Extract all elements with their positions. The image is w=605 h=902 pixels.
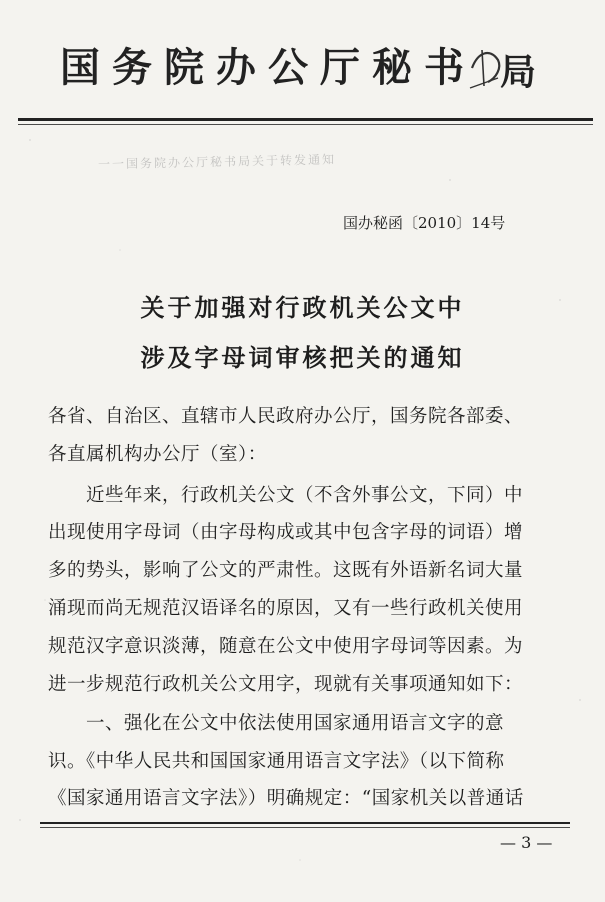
body-line: 进一步规范行政机关公文用字，现就有关事项通知如下： xyxy=(48,674,524,695)
handwritten-correction xyxy=(468,38,548,108)
body-line: 《国家通用语言文字法》）明确规定：“国家机关以普通话 xyxy=(48,788,524,809)
footer-rule-thin xyxy=(40,827,570,828)
handwritten-correction-char: 局 xyxy=(500,51,537,93)
page-number: — 3 — xyxy=(500,833,553,852)
body-line: 规范汉字意识淡薄，随意在公文中使用字母词等因素。为 xyxy=(48,636,524,657)
bleed-through-text: 一一国务院办公厅秘书局关于转发通知 xyxy=(97,152,337,172)
letterhead-org: 国务院办公厅秘书 xyxy=(60,44,476,91)
body-line: 出现使用字母词（由字母构成或其中包含字母的词语）增 xyxy=(48,522,524,543)
document-number: 国办秘函〔2010〕14号 xyxy=(343,214,506,232)
body-line: 各省、自治区、直辖市人民政府办公厅，国务院各部委、 xyxy=(48,406,524,427)
body-line: 近些年来，行政机关公文（不含外事公文，下同）中 xyxy=(48,485,524,506)
footer-rule-thick xyxy=(40,822,570,824)
body-line: 涌现而尚无规范汉语译名的原因，又有一些行政机关使用 xyxy=(48,598,524,619)
document-title-line-2: 涉及字母词审核把关的通知 xyxy=(140,343,465,372)
body-line: 识。《中华人民共和国国家通用语言文字法》（以下简称 xyxy=(48,751,505,772)
body-line: 多的势头，影响了公文的严肃性。这既有外语新名词大量 xyxy=(48,560,524,581)
body-line: 各直属机构办公厅（室）： xyxy=(48,444,267,465)
document-title-line-1: 关于加强对行政机关公文中 xyxy=(140,293,465,322)
header-rule-thin xyxy=(18,124,593,125)
body-line: 一、强化在公文中依法使用国家通用语言文字的意 xyxy=(48,713,505,734)
header-rule-thick xyxy=(18,118,593,121)
